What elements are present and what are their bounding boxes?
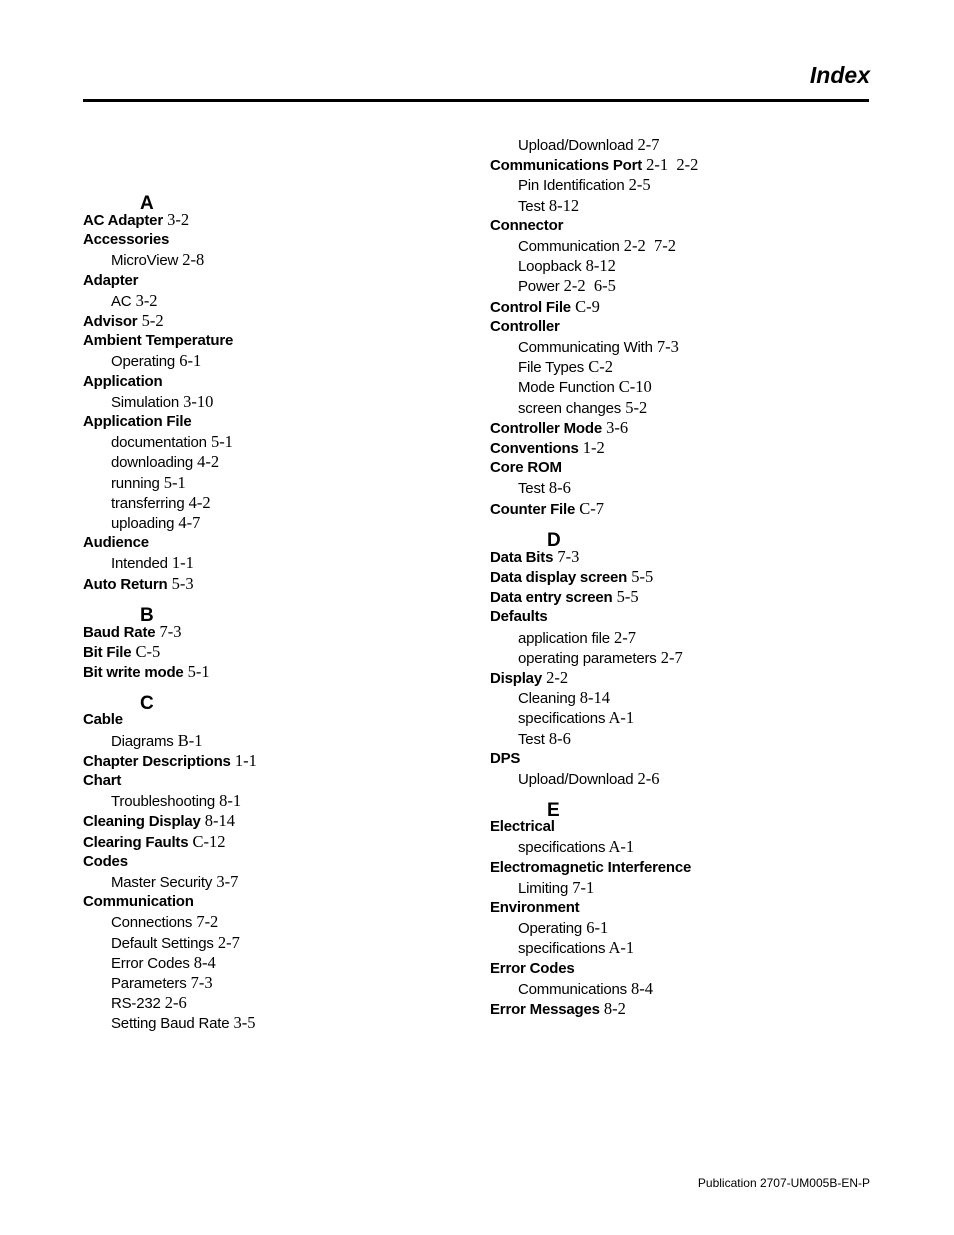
index-entry xyxy=(83,311,164,332)
index-term: Intended xyxy=(111,555,168,573)
index-term: Ambient Temperature xyxy=(83,332,234,350)
index-page-ref: 3-7 xyxy=(212,872,239,891)
index-term: Loopback xyxy=(518,258,582,276)
index-subentry xyxy=(111,933,240,954)
index-term: Mode Function xyxy=(518,379,615,397)
index-entry xyxy=(490,858,691,878)
index-subentry xyxy=(111,291,158,312)
index-term: Diagrams xyxy=(111,732,174,750)
index-page-ref: C-10 xyxy=(614,377,652,397)
index-entry xyxy=(490,499,604,520)
index-term: Operating xyxy=(518,920,583,938)
index-page-ref: 2-6 xyxy=(160,993,187,1013)
index-letter-heading: B xyxy=(140,604,154,626)
index-subentry xyxy=(111,973,213,994)
index-entry xyxy=(83,811,235,832)
index-page-ref: 2-2 xyxy=(541,668,569,687)
index-term: Data entry screen xyxy=(490,589,613,607)
index-term: Cable xyxy=(83,711,123,729)
index-page-ref: 2-7 xyxy=(213,932,240,952)
index-term: Bit File xyxy=(83,644,132,661)
index-term: Test xyxy=(518,730,545,748)
index-subentry xyxy=(518,729,571,750)
index-page-ref: 7-3 xyxy=(652,337,679,356)
index-entry xyxy=(490,668,568,689)
index-subentry xyxy=(111,392,213,413)
index-subentry xyxy=(518,256,616,277)
index-letter-heading: E xyxy=(547,800,560,822)
index-subentry xyxy=(111,1013,255,1034)
index-page-ref: 4-2 xyxy=(193,452,220,472)
index-subentry xyxy=(518,628,636,649)
index-entry xyxy=(490,999,626,1020)
index-page-ref: C-5 xyxy=(131,642,161,661)
index-term: Control File xyxy=(490,298,571,316)
index-entry xyxy=(83,622,182,643)
index-subentry xyxy=(518,357,613,378)
index-page-ref: 2-2 7-2 xyxy=(619,236,676,255)
index-term: specifications xyxy=(518,940,606,958)
index-page-ref: 5-2 xyxy=(137,311,164,330)
index-subentry xyxy=(111,553,194,574)
index-term: Display xyxy=(490,670,542,687)
index-subentry xyxy=(518,337,679,358)
index-subentry xyxy=(111,250,204,271)
index-page-ref: 5-1 xyxy=(206,432,233,452)
index-page-ref: 1-2 xyxy=(578,438,605,457)
index-page-ref: 2-7 xyxy=(609,627,636,647)
index-page-ref: 3-6 xyxy=(602,417,629,437)
index-page-ref: 5-5 xyxy=(627,567,654,586)
index-term: Application File xyxy=(83,413,192,430)
index-term: Error Codes xyxy=(490,959,575,977)
index-term: screen changes xyxy=(518,399,622,417)
index-page-ref: C-12 xyxy=(188,831,226,851)
index-term: Default Settings xyxy=(111,934,214,952)
index-subentry xyxy=(111,993,187,1014)
index-term: Upload/Download xyxy=(518,771,634,788)
index-page-ref: 3-2 xyxy=(162,210,190,229)
index-term: MicroView xyxy=(111,252,179,270)
index-term: Electrical xyxy=(490,818,555,836)
index-page-ref: 8-14 xyxy=(200,811,236,831)
index-page-ref: 7-1 xyxy=(568,877,595,897)
index-term: Adapter xyxy=(83,271,139,289)
index-term: transferring xyxy=(111,494,185,512)
index-term: Chart xyxy=(83,772,122,789)
index-entry xyxy=(490,458,562,478)
index-term: documentation xyxy=(111,434,207,452)
index-entry xyxy=(490,587,639,608)
index-page-ref: 4-7 xyxy=(174,513,201,532)
index-entry xyxy=(490,817,555,837)
index-subentry xyxy=(518,175,651,196)
index-term: Parameters xyxy=(111,975,187,992)
index-term: Communications Port xyxy=(490,157,643,175)
index-entry xyxy=(490,898,579,918)
index-term: Environment xyxy=(490,899,580,916)
index-page-ref: 2-1 2-2 xyxy=(642,155,699,175)
index-subentry xyxy=(111,473,186,494)
index-page-ref: 8-1 xyxy=(215,791,242,811)
index-subentry xyxy=(518,837,634,858)
index-subentry xyxy=(518,196,579,217)
index-page-ref: 8-2 xyxy=(599,999,626,1018)
index-term: RS-232 xyxy=(111,995,161,1013)
index-term: AC xyxy=(111,292,132,310)
index-entry xyxy=(83,331,233,351)
index-page-ref: 7-2 xyxy=(192,912,219,932)
index-term: Simulation xyxy=(111,393,180,411)
index-subentry xyxy=(111,872,238,893)
index-entry xyxy=(83,662,210,683)
index-page-ref: 8-4 xyxy=(626,978,654,998)
index-page-ref: 2-6 xyxy=(633,769,660,788)
index-term: Pin Identification xyxy=(518,177,625,195)
index-term: Cleaning Display xyxy=(83,813,201,831)
index-term: running xyxy=(111,474,160,492)
index-term: Auto Return xyxy=(83,575,168,593)
index-term: Upload/Download xyxy=(518,137,634,154)
index-term: Operating xyxy=(111,353,176,371)
index-entry xyxy=(83,574,194,595)
index-term: Chapter Descriptions xyxy=(83,752,231,770)
index-entry xyxy=(490,547,579,568)
index-entry xyxy=(490,749,520,769)
index-subentry xyxy=(518,135,660,156)
index-term: Connector xyxy=(490,216,564,234)
index-term: Counter File xyxy=(490,500,576,518)
index-subentry xyxy=(518,708,634,729)
index-subentry xyxy=(111,953,216,974)
index-entry xyxy=(83,892,194,912)
index-page-ref: 8-6 xyxy=(544,728,571,748)
index-entry xyxy=(83,271,138,291)
index-term: Electromagnetic Interference xyxy=(490,858,692,876)
index-page-ref: 4-2 xyxy=(184,492,211,512)
publication-number: Publication 2707-UM005B-EN-P xyxy=(697,1176,870,1190)
index-page-ref: 7-3 xyxy=(553,546,580,566)
index-entry xyxy=(83,852,128,872)
index-entry xyxy=(490,607,548,627)
index-term: Connections xyxy=(111,914,193,932)
index-term: Test xyxy=(518,197,545,215)
index-term: Communications xyxy=(518,980,627,998)
index-entry xyxy=(490,155,698,176)
index-term: Advisor xyxy=(83,313,138,330)
index-subentry xyxy=(111,791,241,812)
index-subentry xyxy=(518,769,660,790)
index-subentry xyxy=(518,648,683,669)
index-term: Data display screen xyxy=(490,569,628,586)
index-term: Master Security xyxy=(111,874,213,891)
index-term: Controller Mode xyxy=(490,419,602,437)
index-page-ref: 3-5 xyxy=(229,1013,256,1033)
index-letter-heading: C xyxy=(140,693,154,715)
page-title: Index xyxy=(809,62,870,88)
index-page-ref: 8-6 xyxy=(544,478,571,498)
index-term: Core ROM xyxy=(490,459,562,477)
index-term: File Types xyxy=(518,359,585,377)
index-entry xyxy=(83,412,191,432)
index-term: Audience xyxy=(83,534,149,552)
index-page-ref: 5-2 xyxy=(621,397,648,417)
index-subentry xyxy=(111,493,211,514)
index-entry xyxy=(490,216,563,236)
index-entry xyxy=(83,533,149,553)
index-page-ref: 2-5 xyxy=(624,175,651,195)
index-term: Conventions xyxy=(490,440,579,457)
index-term: Test xyxy=(518,480,545,498)
index-term: Setting Baud Rate xyxy=(111,1015,230,1033)
index-entry xyxy=(83,771,121,791)
index-term: Codes xyxy=(83,852,128,870)
index-subentry xyxy=(518,878,594,899)
index-term: Power xyxy=(518,278,560,296)
index-entry xyxy=(83,230,169,250)
index-page-ref: 8-12 xyxy=(581,256,616,276)
index-page-ref: A-1 xyxy=(605,938,635,958)
index-page-ref: 1-1 xyxy=(167,553,194,573)
index-page-ref: 5-3 xyxy=(167,573,194,593)
index-subentry xyxy=(111,731,202,752)
index-entry xyxy=(83,642,160,663)
index-page-ref: 5-1 xyxy=(183,662,210,682)
index-term: Error Codes xyxy=(111,954,190,972)
index-page-ref: 7-3 xyxy=(155,621,182,641)
index-term: operating parameters xyxy=(518,649,657,667)
header-rule xyxy=(83,99,869,102)
index-page-ref: 3-10 xyxy=(179,391,214,411)
index-subentry xyxy=(518,688,610,709)
index-subentry xyxy=(111,351,201,372)
index-subentry xyxy=(518,398,647,419)
index-entry xyxy=(490,418,628,439)
index-term: Accessories xyxy=(83,231,170,249)
index-term: Communication xyxy=(518,238,620,255)
index-term: Application xyxy=(83,372,163,390)
index-entry xyxy=(83,710,123,730)
index-term: downloading xyxy=(111,454,194,472)
index-subentry xyxy=(518,276,616,297)
index-subentry xyxy=(518,918,608,939)
index-subentry xyxy=(518,377,652,398)
index-term: uploading xyxy=(111,515,175,532)
index-page-ref: 2-8 xyxy=(178,250,205,270)
index-term: Cleaning xyxy=(518,690,576,708)
index-subentry xyxy=(518,938,634,959)
index-page-ref: C-2 xyxy=(584,357,613,377)
index-subentry xyxy=(518,478,571,499)
index-page-ref: 6-1 xyxy=(175,351,202,371)
index-page-ref: 5-1 xyxy=(159,472,186,492)
index-term: specifications xyxy=(518,710,606,728)
index-term: Clearing Faults xyxy=(83,833,189,851)
index-page-ref: B-1 xyxy=(173,730,203,750)
index-letter-heading: D xyxy=(547,529,561,551)
index-entry xyxy=(83,210,189,231)
index-entry xyxy=(83,832,225,853)
index-term: Limiting xyxy=(518,879,569,897)
index-term: Error Messages xyxy=(490,1001,600,1018)
index-page-ref: 2-2 6-5 xyxy=(559,276,616,296)
index-entry xyxy=(490,317,560,337)
index-term: Communication xyxy=(83,893,194,911)
index-entry xyxy=(490,438,605,459)
index-term: AC Adapter xyxy=(83,212,163,229)
index-term: Defaults xyxy=(490,608,548,626)
index-entry xyxy=(83,751,257,772)
index-page-ref: 5-5 xyxy=(612,587,639,607)
index-page-ref: A-1 xyxy=(605,708,635,728)
index-page-ref: 3-2 xyxy=(131,290,158,310)
index-term: Bit write mode xyxy=(83,664,184,682)
index-term: Baud Rate xyxy=(83,623,156,641)
index-term: application file xyxy=(518,629,610,647)
index-subentry xyxy=(518,236,676,257)
index-page-ref: 2-7 xyxy=(633,135,660,154)
index-page-ref: 6-1 xyxy=(582,918,609,938)
index-term: DPS xyxy=(490,749,521,767)
index-page-ref: A-1 xyxy=(605,837,635,857)
index-entry xyxy=(490,567,653,588)
index-term: Communicating With xyxy=(518,339,653,356)
index-page-ref: 8-14 xyxy=(575,688,610,708)
index-subentry xyxy=(111,513,200,534)
index-subentry xyxy=(111,452,219,473)
index-entry xyxy=(83,372,162,392)
index-page-ref: 8-4 xyxy=(189,952,216,972)
index-subentry xyxy=(111,912,218,933)
index-entry xyxy=(490,959,575,979)
index-term: Troubleshooting xyxy=(111,793,216,811)
index-page-ref: C-9 xyxy=(570,296,600,316)
index-page-ref: 7-3 xyxy=(186,973,213,992)
index-subentry xyxy=(518,979,653,1000)
index-page-ref: 1-1 xyxy=(230,750,257,770)
index-entry xyxy=(490,297,600,318)
index-term: Controller xyxy=(490,317,560,335)
index-term: specifications xyxy=(518,839,606,857)
index-page-ref: 8-12 xyxy=(544,195,580,215)
index-letter-heading: A xyxy=(140,193,154,214)
index-term: Data Bits xyxy=(490,548,554,566)
index-page-ref: C-7 xyxy=(575,498,604,518)
index-subentry xyxy=(111,432,233,453)
index-page-ref: 2-7 xyxy=(656,647,683,667)
